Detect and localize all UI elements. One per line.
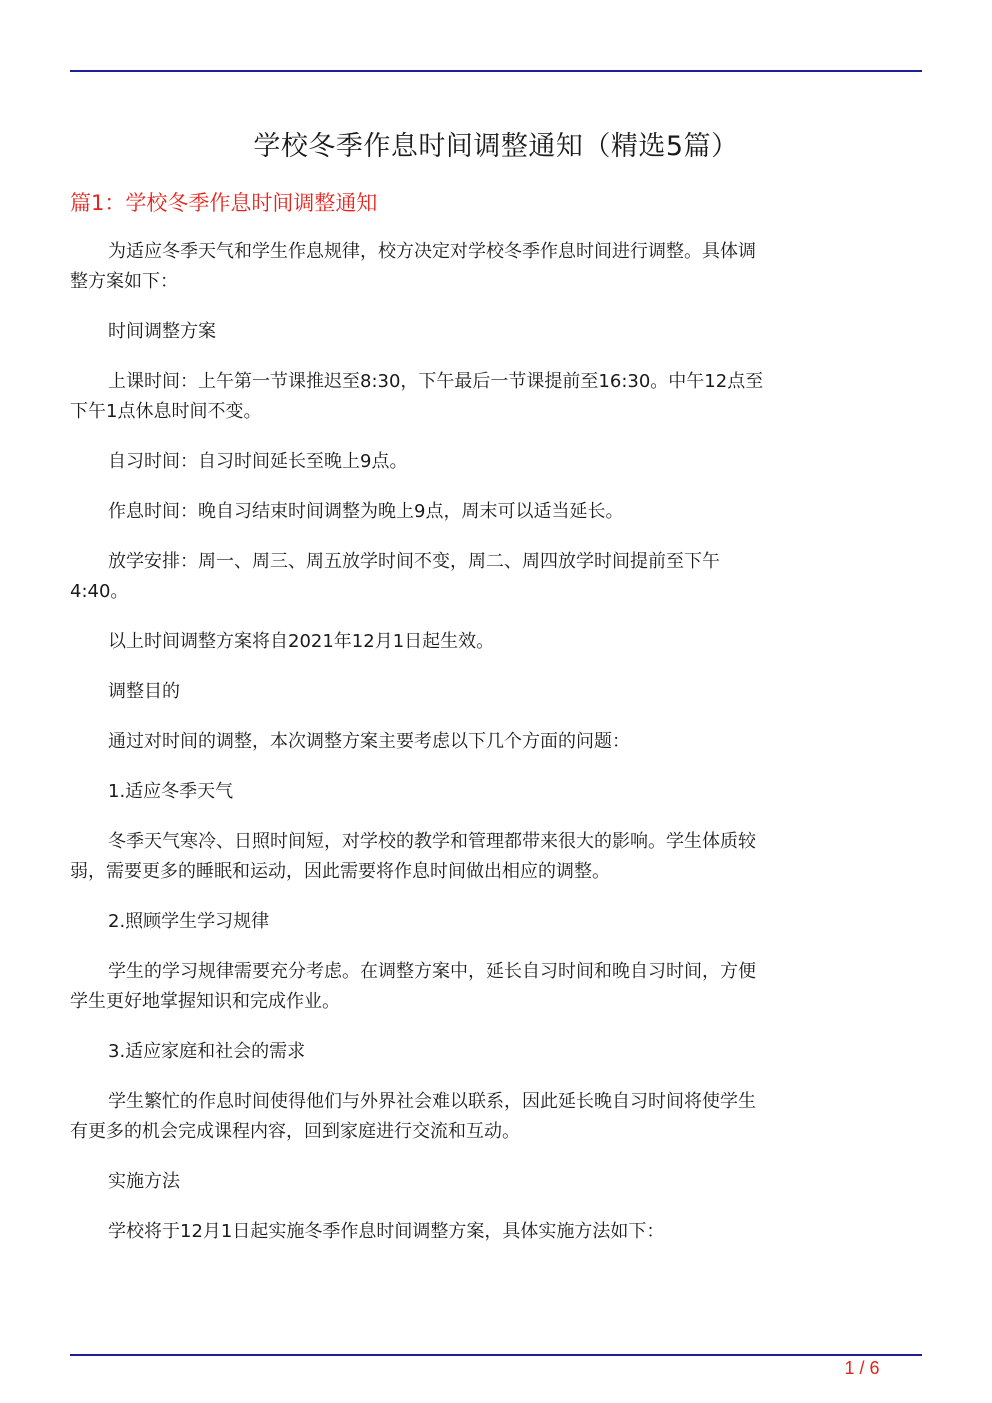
page-number: 1 / 6 — [844, 1358, 880, 1378]
paragraph: 上课时间：上午第一节课推迟至8:30，下午最后一节课提前至16:30。中午12点至下午1点休息时间不变。 — [70, 371, 764, 422]
paragraph: 以上时间调整方案将自2021年12月1日起生效。 — [108, 631, 495, 652]
section-heading: 篇1：学校冬季作息时间调整通知 — [70, 191, 378, 215]
subheading: 2.照顾学生学习规律 — [108, 911, 270, 932]
paragraph: 自习时间：自习时间延长至晚上9点。 — [108, 451, 408, 472]
subheading: 1.适应冬季天气 — [108, 781, 234, 802]
subheading: 调整目的 — [108, 681, 180, 702]
paragraph: 学生的学习规律需要充分考虑。在调整方案中，延长自习时间和晚自习时间，方便学生更好地掌握知识和完成作业。 — [70, 961, 756, 1012]
subheading: 3.适应家庭和社会的需求 — [108, 1041, 306, 1062]
paragraph: 放学安排：周一、周三、周五放学时间不变，周二、周四放学时间提前至下午4:40。 — [70, 551, 720, 602]
paragraph: 学生繁忙的作息时间使得他们与外界社会难以联系，因此延长晚自习时间将使学生有更多的机会完成课程内容，回到家庭进行交流和互动。 — [70, 1091, 756, 1142]
header-rule — [70, 70, 922, 72]
document-title: 学校冬季作息时间调整通知（精选5篇） — [253, 131, 739, 162]
paragraph: 通过对时间的调整，本次调整方案主要考虑以下几个方面的问题： — [108, 731, 630, 752]
paragraph: 冬季天气寒冷、日照时间短，对学校的教学和管理都带来很大的影响。学生体质较弱，需要更多的睡眠和运动，因此需要将作息时间做出相应的调整。 — [70, 831, 756, 882]
subheading: 时间调整方案 — [108, 321, 216, 342]
paragraph: 为适应冬季天气和学生作息规律，校方决定对学校冬季作息时间进行调整。具体调整方案如下： — [70, 241, 756, 292]
footer-rule — [70, 1354, 922, 1356]
document-body — [70, 237, 770, 1267]
subheading: 实施方法 — [108, 1171, 180, 1192]
paragraph: 学校将于12月1日起实施冬季作息时间调整方案，具体实施方法如下： — [108, 1221, 665, 1242]
paragraph: 作息时间：晚自习结束时间调整为晚上9点，周末可以适当延长。 — [108, 501, 624, 522]
